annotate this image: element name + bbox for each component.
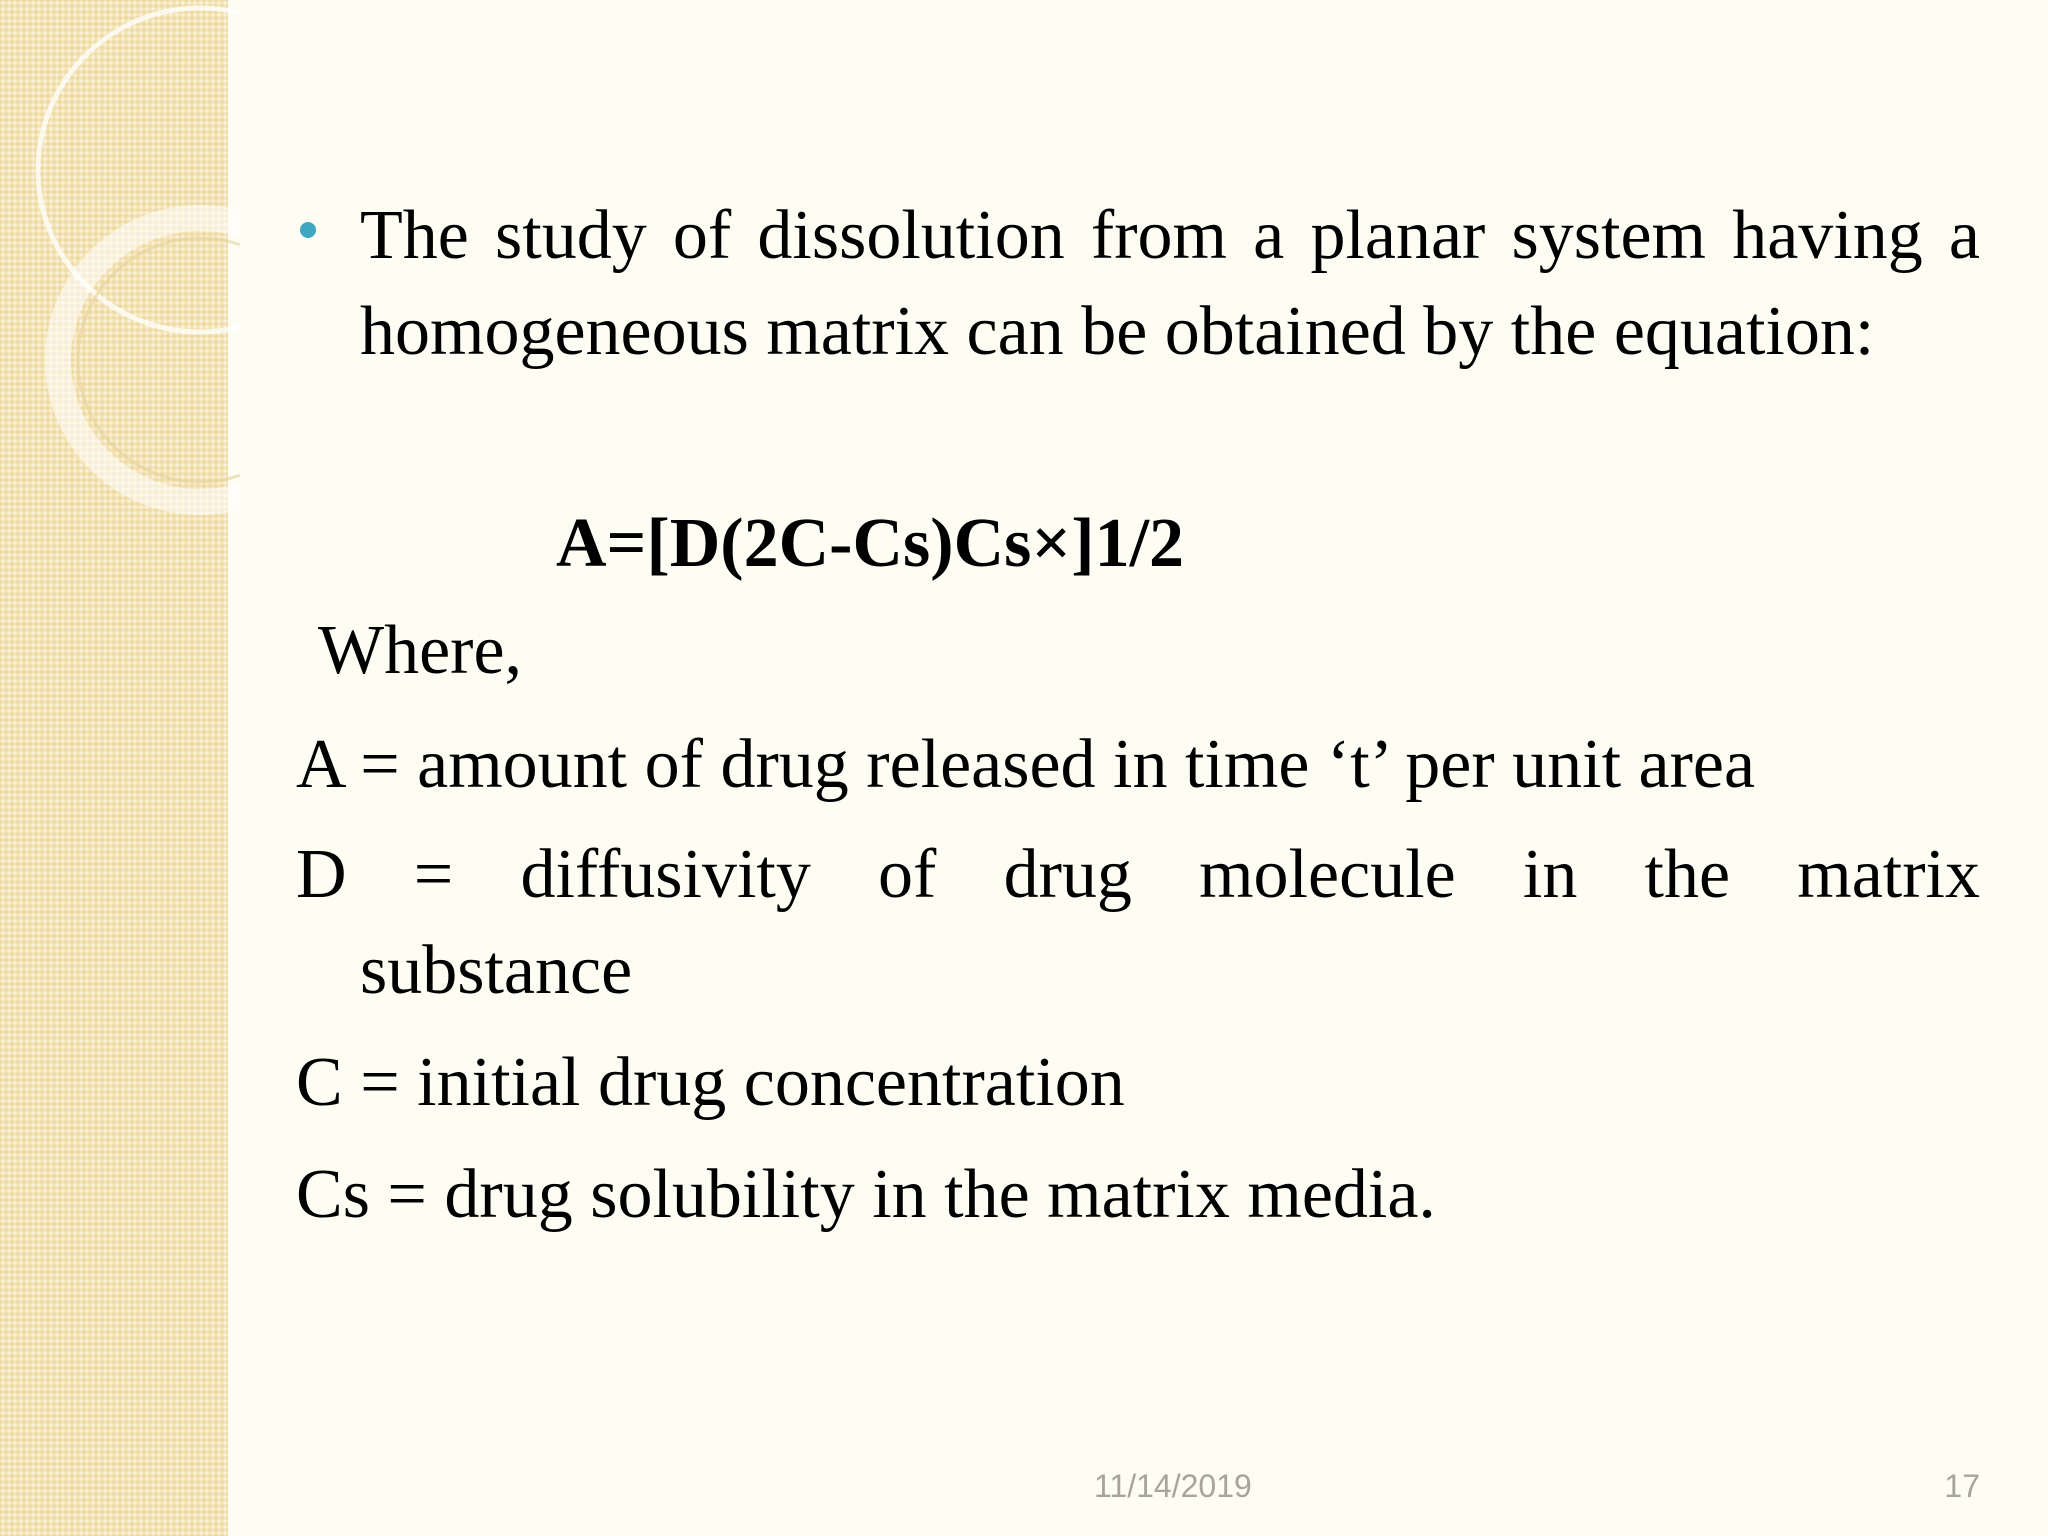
footer-date: 11/14/2019 bbox=[1094, 1468, 1252, 1504]
equation: A=[D(2C-Cs)Cs×]1/2 bbox=[556, 505, 1185, 582]
definition-continuation: substance bbox=[360, 932, 633, 1009]
where-label: Where, bbox=[318, 612, 523, 689]
definition-cs bbox=[296, 1147, 1980, 1243]
definition-d bbox=[296, 827, 1980, 1019]
definition-text: C = initial drug concentration bbox=[296, 1044, 1125, 1121]
bullet-dot-icon bbox=[300, 222, 316, 238]
definition-text: A = amount of drug released in time ‘t’ per unit area bbox=[296, 726, 1756, 803]
definition-text: D = diffusivity of drug molecule in the matrix bbox=[296, 836, 1980, 913]
definition-c bbox=[296, 1035, 1980, 1131]
definition-text: Cs = drug solubility in the matrix media. bbox=[296, 1156, 1436, 1233]
page-number: 17 bbox=[1944, 1468, 1980, 1504]
definition-a bbox=[296, 717, 1980, 813]
bullet-text: The study of dissolution from a planar system having a homogeneous matrix can be obtained by the equation: bbox=[360, 197, 1980, 370]
